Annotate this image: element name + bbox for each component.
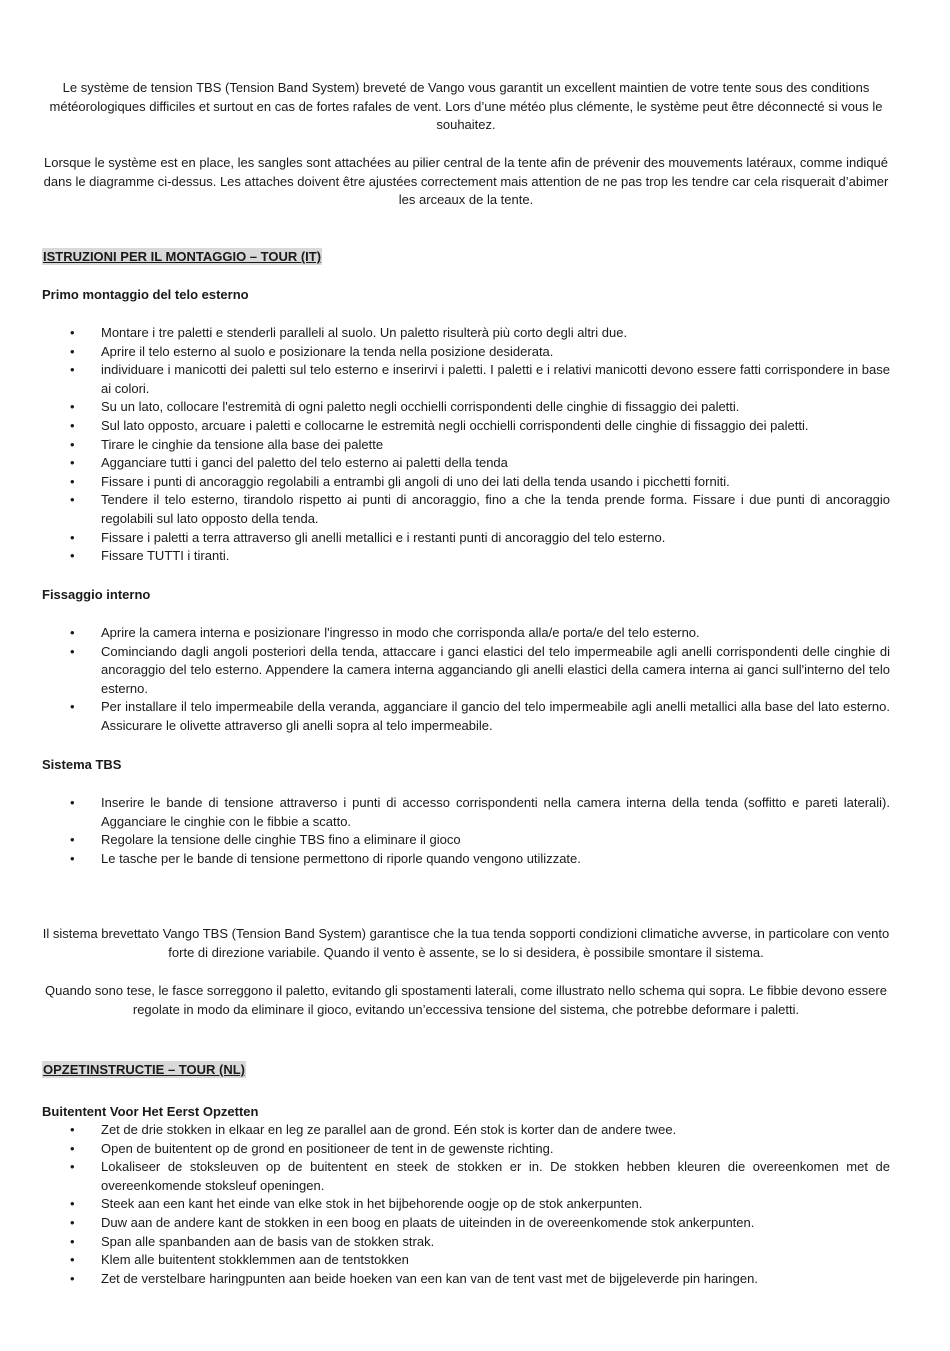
list-item-text: Cominciando dagli angoli posteriori della tenda, attaccare i ganci elastici del telo impermeabile agli anelli corrispondenti delle cinghie di ancoraggio del telo esterno. Appendere la camera interna agganciando gli anelli elastici della camera interna ai ganci sull'interno del telo esterno.	[101, 643, 890, 696]
list-item	[42, 624, 890, 643]
it-paragraph-1: Il sistema brevettato Vango TBS (Tension Band System) garantisce che la tua tenda sopporti condizioni climatiche avverse, in particolare con vento forte di direzione variabile. Quando il vento è assente, se lo si desidera, è possibile smontare il sistema.	[42, 926, 890, 960]
list-item-text: Zet de drie stokken in elkaar en leg ze parallel aan de grond. Eén stok is korter dan de andere twee.	[101, 1122, 677, 1137]
it-subheading-outer-tent: Primo montaggio del telo esterno	[42, 287, 249, 302]
list-item	[42, 643, 890, 699]
list-item-text: Fissare i punti di ancoraggio regolabili a entrambi gli angoli di uno dei lati della tenda usando i picchetti forniti.	[101, 473, 730, 489]
list-item-text: Montare i tre paletti e stenderli paralleli al suolo. Un paletto risulterà più corto degli altri due.	[101, 325, 628, 340]
nl-outer-tent-list	[42, 1121, 890, 1288]
list-item	[42, 324, 890, 343]
bullet-icon: •	[70, 850, 75, 866]
bullet-icon: •	[70, 362, 75, 378]
fr-paragraph-1: Le système de tension TBS (Tension Band System) breveté de Vango vous garantit un excellent maintien de votre tente sous des conditions météorologiques difficiles et surtout en cas de fortes rafales de vent. Lors d’une météo plus clémente, le système peut être déconnecté si vous le souhaitez.	[49, 80, 883, 133]
list-item-text: Tendere il telo esterno, tirandolo rispetto ai punti di ancoraggio, fino a che la tenda prende forma. Fissare i due punti di ancoraggio regolabili sul lato opposto della tenda.	[101, 492, 890, 526]
list-item	[42, 529, 890, 548]
list-item	[42, 398, 890, 417]
list-item	[42, 491, 890, 528]
list-item-text: Span alle spanbanden aan de basis van de stokken strak.	[101, 1233, 435, 1249]
bullet-icon: •	[70, 455, 75, 471]
bullet-icon: •	[70, 1140, 75, 1156]
bullet-icon: •	[70, 1214, 75, 1230]
list-item-text: Klem alle buitentent stokklemmen aan de tentstokken	[101, 1252, 409, 1268]
bullet-icon: •	[70, 548, 75, 564]
list-item	[42, 417, 890, 436]
list-item-text: Per installare il telo impermeabile della veranda, agganciare il gancio del telo impermeabile agli anelli metallici alla base del lato esterno. Assicurare le olivette attraverso gli anelli sopra al telo impermeabile.	[101, 699, 890, 733]
list-item	[42, 1195, 890, 1214]
bullet-icon: •	[70, 625, 75, 640]
list-item-text: Lokaliseer de stoksleuven op de buitentent en steek de stokken er in. De stokken hebben kleuren die overeenkomen met de overeenkomende stoksleuf openingen.	[101, 1159, 890, 1193]
list-item-text: Open de buitentent op de grond en positioneer de tent in de gewenste richting.	[101, 1140, 554, 1156]
bullet-icon: •	[70, 436, 75, 452]
bullet-icon: •	[70, 795, 75, 810]
list-item-text: Le tasche per le bande di tensione permettono di riporle quando vengono utilizzate.	[101, 850, 581, 866]
list-item-text: Inserire le bande di tensione attraverso i punti di accesso corrispondenti nella camera interna della tenda (soffitto e pareti laterali). Agganciare le cinghie con le fibbie a scatto.	[101, 795, 890, 829]
list-item	[42, 361, 890, 398]
list-item-text: Zet de verstelbare haringpunten aan beide hoeken van een kan van de tent vast met de bijgeleverde pin haringen.	[101, 1270, 758, 1286]
list-item	[42, 1121, 890, 1140]
bullet-icon: •	[70, 492, 75, 508]
list-item-text: individuare i manicotti dei paletti sul telo esterno e inserirvi i paletti. I paletti e i relativi manicotti devono essere fatti corrispondere in base ai colori.	[101, 362, 890, 396]
list-item	[42, 850, 890, 869]
bullet-icon: •	[70, 417, 75, 433]
list-item	[42, 1214, 890, 1233]
list-item	[42, 794, 890, 831]
list-item	[42, 547, 890, 566]
bullet-icon: •	[70, 1270, 75, 1286]
it-paragraph-2: Quando sono tese, le fasce sorreggono il paletto, evitando gli spostamenti laterali, come illustrato nello schema qui sopra. Le fibbie devono essere regolate in modo da eliminare il gioco, evitando un’eccessiva tensione del sistema, che potrebbe deformare i paletti.	[45, 983, 887, 1017]
list-item	[42, 1251, 890, 1270]
bullet-icon: •	[70, 699, 75, 715]
list-item	[42, 1158, 890, 1195]
list-item-text: Tirare le cinghie da tensione alla base dei palette	[101, 436, 384, 452]
it-subheading-tbs: Sistema TBS	[42, 757, 122, 772]
it-outer-tent-list	[42, 324, 890, 566]
list-item-text: Aprire il telo esterno al suolo e posizionare la tenda nella posizione desiderata.	[101, 343, 554, 359]
bullet-icon: •	[70, 1159, 75, 1175]
list-item-text: Regolare la tensione delle cinghie TBS fino a eliminare il gioco	[101, 832, 461, 848]
list-item-text: Sul lato opposto, arcuare i paletti e collocarne le estremità negli occhielli corrispondenti delle cinghie di fissaggio dei paletti.	[101, 417, 809, 433]
list-item	[42, 436, 890, 455]
list-item	[42, 698, 890, 735]
list-item-text: Steek aan een kant het einde van elke stok in het bijbehorende oogje op de stok ankerpunten.	[101, 1196, 643, 1212]
list-item	[42, 454, 890, 473]
list-item	[42, 343, 890, 362]
nl-section-heading: OPZETINSTRUCTIE – TOUR (NL)	[43, 1062, 245, 1077]
bullet-icon: •	[70, 1122, 75, 1137]
list-item	[42, 1233, 890, 1252]
list-item-text: Aprire la camera interna e posizionare l'ingresso in modo che corrisponda alla/e porta/e del telo esterno.	[101, 625, 700, 640]
it-inner-list	[42, 624, 890, 736]
bullet-icon: •	[70, 473, 75, 489]
bullet-icon: •	[70, 832, 75, 848]
bullet-icon: •	[70, 643, 75, 659]
bullet-icon: •	[70, 1233, 75, 1249]
nl-subheading-outer-tent: Buitentent Voor Het Eerst Opzetten	[42, 1104, 259, 1119]
it-tbs-list	[42, 794, 890, 868]
it-subheading-inner: Fissaggio interno	[42, 587, 151, 602]
bullet-icon: •	[70, 325, 75, 340]
list-item	[42, 831, 890, 850]
list-item	[42, 473, 890, 492]
it-section-heading: ISTRUZIONI PER IL MONTAGGIO – TOUR (IT)	[43, 249, 322, 264]
bullet-icon: •	[70, 529, 75, 545]
bullet-icon: •	[70, 343, 75, 359]
list-item-text: Agganciare tutti i ganci del paletto del telo esterno ai paletti della tenda	[101, 455, 508, 471]
list-item-text: Duw aan de andere kant de stokken in een boog en plaats de uiteinden in de overeenkomende stok ankerpunten.	[101, 1214, 755, 1230]
bullet-icon: •	[70, 1196, 75, 1212]
list-item-text: Fissare TUTTI i tiranti.	[101, 548, 230, 564]
list-item-text: Su un lato, collocare l'estremità di ogni paletto negli occhielli corrispondenti delle cinghie di fissaggio dei paletti.	[101, 399, 740, 415]
list-item	[42, 1270, 890, 1289]
bullet-icon: •	[70, 1252, 75, 1268]
fr-paragraph-2: Lorsque le système est en place, les sangles sont attachées au pilier central de la tente afin de prévenir des mouvements latéraux, comme indiqué dans le diagramme ci-dessus. Les attaches doivent être ajustées correctement mais attention de ne pas trop les tendre car cela risquerait d’abimer les arceaux de la tente.	[43, 155, 889, 208]
bullet-icon: •	[70, 399, 75, 415]
list-item	[42, 1140, 890, 1159]
list-item-text: Fissare i paletti a terra attraverso gli anelli metallici e i restanti punti di ancoraggio del telo esterno.	[101, 529, 666, 545]
